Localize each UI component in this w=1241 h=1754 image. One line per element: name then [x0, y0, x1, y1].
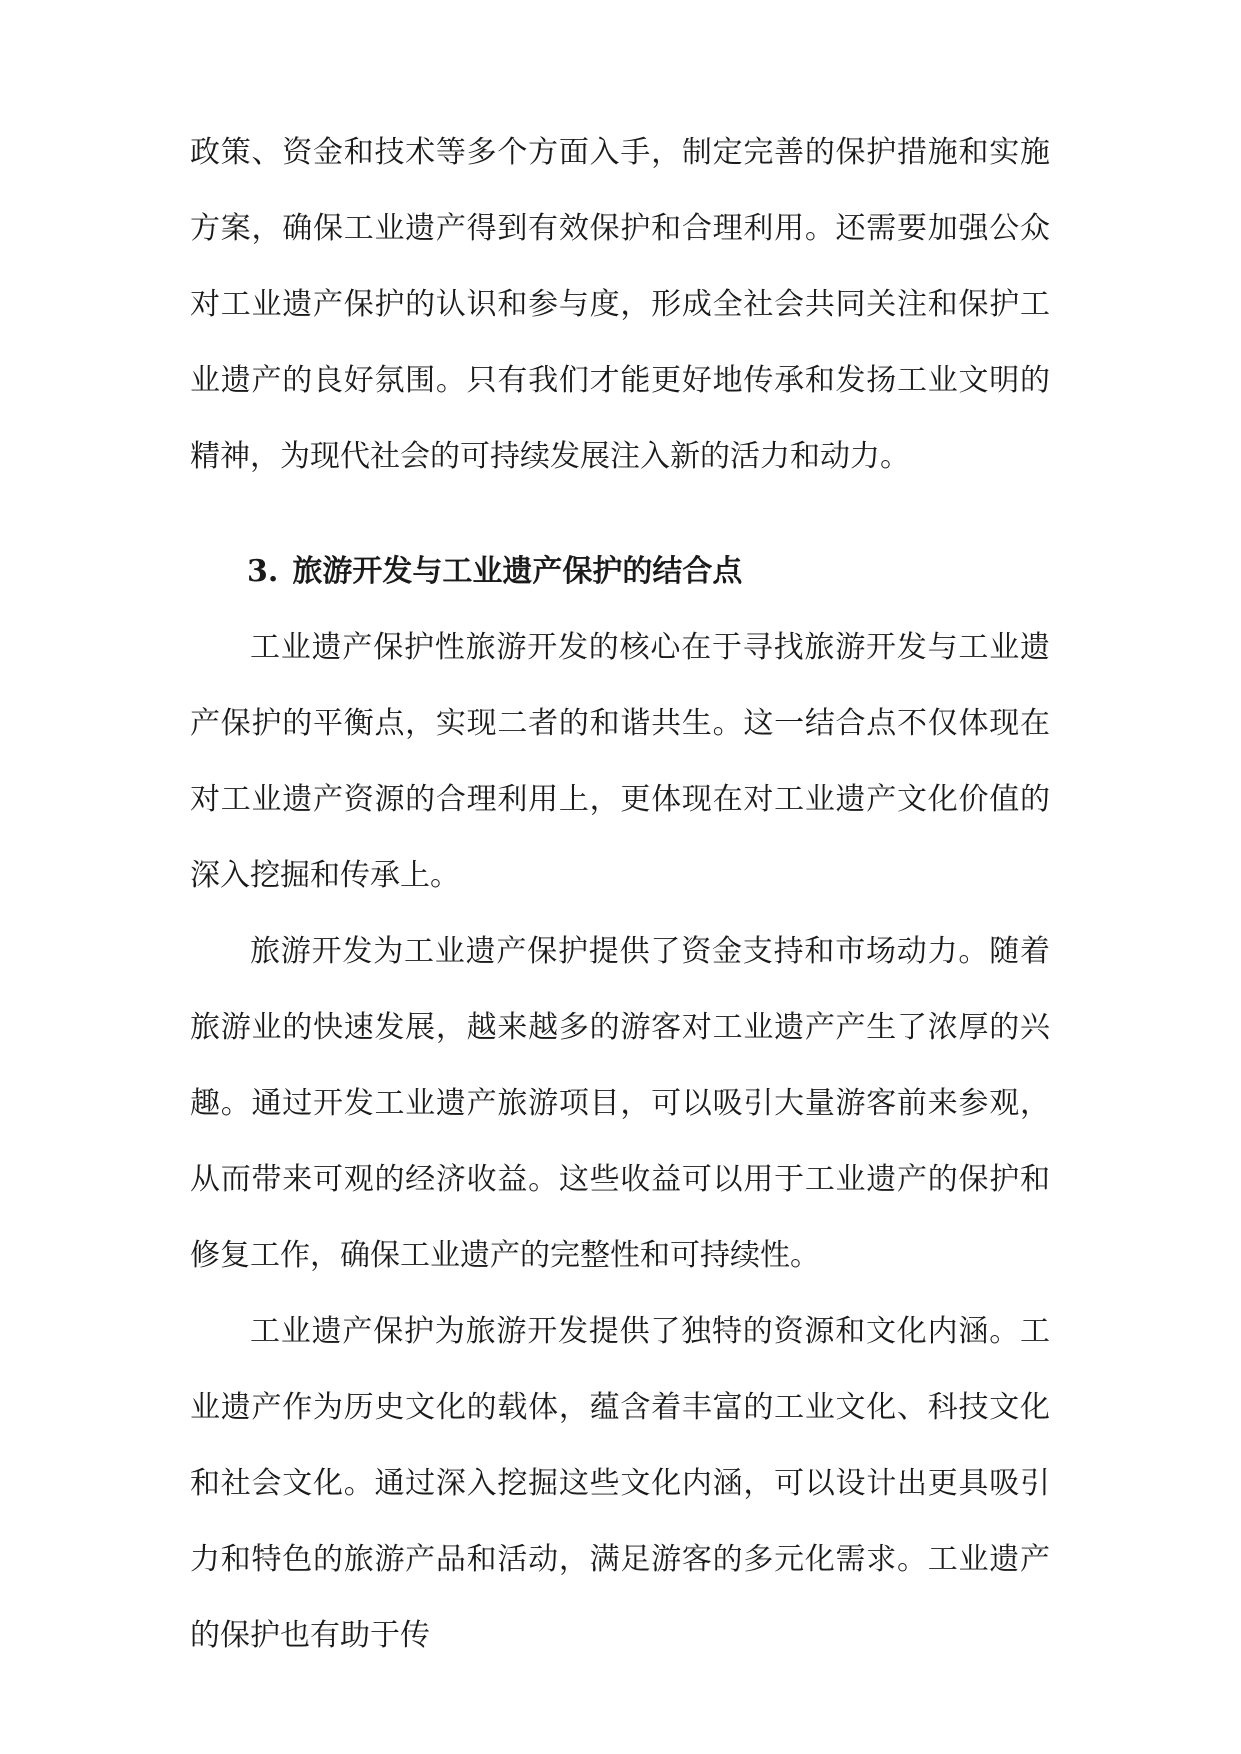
section-number: 3.: [247, 554, 279, 589]
paragraph: 工业遗产保护为旅游开发提供了独特的资源和文化内涵。工业遗产作为历史文化的载体，蕴含着丰富的工业文化、科技文化和社会文化。通过深入挖掘这些文化内涵，可以设计出更具吸引力和特色的旅游产品和活动，满足游客的多元化需求。工业遗产的保护也有助于传: [190, 1314, 1050, 1653]
paragraph: 旅游开发为工业遗产保护提供了资金支持和市场动力。随着旅游业的快速发展，越来越多的游客对工业遗产产生了浓厚的兴趣。通过开发工业遗产旅游项目，可以吸引大量游客前来参观，从而带来可观的经济收益。这些收益可以用于工业遗产的保护和修复工作，确保工业遗产的完整性和可持续性。: [190, 934, 1050, 1273]
section-heading: [190, 495, 1050, 610]
document-page: [190, 115, 1050, 1674]
section-title: 旅游开发与工业遗产保护的结合点: [292, 554, 743, 589]
paragraph: 工业遗产保护性旅游开发的核心在于寻找旅游开发与工业遗产保护的平衡点，实现二者的和谐共生。这一结合点不仅体现在对工业遗产资源的合理利用上，更体现在对工业遗产文化价值的深入挖掘和传承上。: [190, 630, 1050, 893]
paragraph-continuation: 政策、资金和技术等多个方面入手，制定完善的保护措施和实施方案，确保工业遗产得到有效保护和合理利用。还需要加强公众对工业遗产保护的认识和参与度，形成全社会共同关注和保护工业遗产的良好氛围。只有我们才能更好地传承和发扬工业文明的精神，为现代社会的可持续发展注入新的活力和动力。: [190, 135, 1050, 474]
